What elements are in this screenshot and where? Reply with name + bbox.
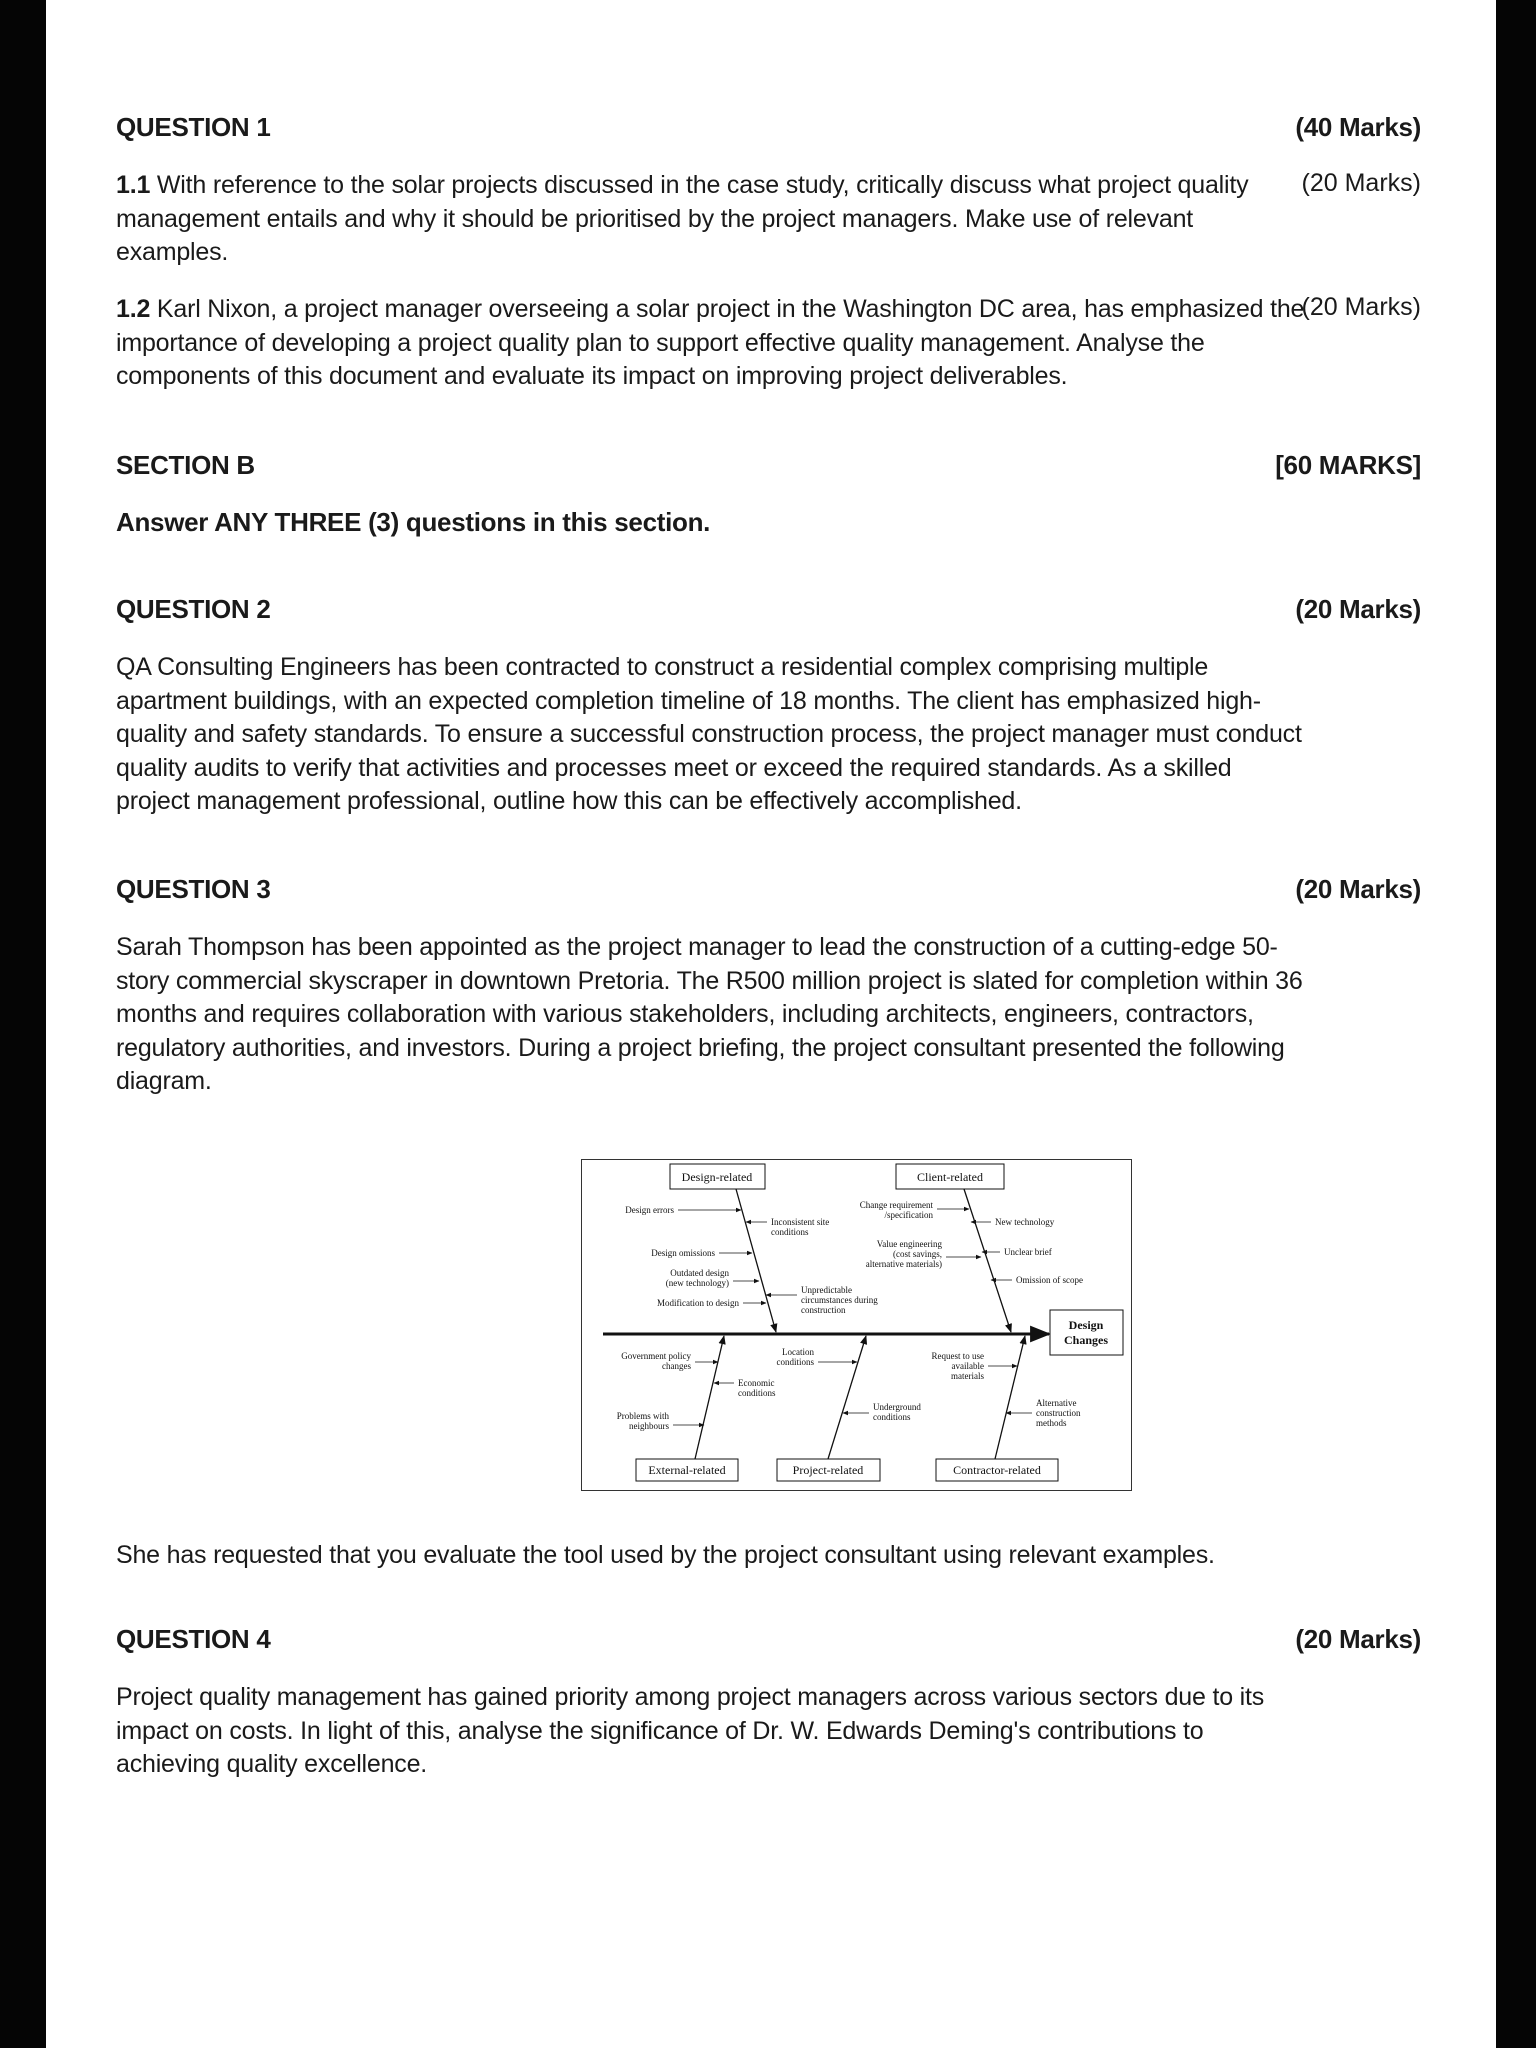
category-project-related: Project-related [792,1463,864,1477]
cause-government-policy-1: Government policy [621,1351,691,1361]
effect-label-line-1: Design [1068,1318,1104,1332]
question-1-1-text [116,169,1311,270]
question-1-2-body: Karl Nixon, a project manager overseeing a solar project in the Washington DC area, has emphasized the importance of developing a project quality plan to support effective quality management. Analyse the components of this document and evaluate its impact on improving project deliverables. [116,295,1305,390]
cause-problems-neighbours-2: neighbours [629,1421,669,1431]
question-1-title: QUESTION 1 [116,112,271,142]
cause-value-engineering-1: Value engineering [876,1239,942,1249]
fishbone-diagram [581,1159,1132,1491]
cause-omission-of-scope: Omission of scope [1016,1275,1083,1285]
cause-alternative-methods-3: methods [1036,1418,1067,1428]
cause-inconsistent-site-2: conditions [771,1227,809,1237]
cause-location-1: Location [782,1347,814,1357]
question-4-text: Project quality management has gained priority among project managers across various sectors due to its impact on costs. In light of this, analyse the significance of Dr. W. Edwards Deming's contributions to achieving quality excellence. [116,1683,1265,1778]
cause-inconsistent-site-1: Inconsistent site [771,1217,830,1227]
question-4-marks: (20 Marks) [1295,1624,1421,1654]
section-b-instruction-text: Answer ANY THREE (3) questions in this section. [116,507,711,537]
question-1-marks: (40 Marks) [1295,112,1421,142]
question-2-marks: (20 Marks) [1295,594,1421,624]
section-b-title: SECTION B [116,450,255,480]
question-3-header [116,874,1421,905]
question-2-header [116,594,1421,625]
section-b-marks: [60 MARKS] [1275,450,1421,480]
cause-change-requirement-1: Change requirement [859,1200,933,1210]
cause-economic-2: conditions [738,1388,776,1398]
cause-design-errors: Design errors [625,1205,674,1215]
cause-problems-neighbours-1: Problems with [616,1411,669,1421]
document-page [46,0,1496,2048]
question-1-1-marks: (20 Marks) [1301,169,1421,197]
question-1-1 [116,169,1421,270]
cause-request-materials-2: available [951,1361,984,1371]
question-3-title: QUESTION 3 [116,874,271,904]
cause-modification-to-design: Modification to design [657,1298,739,1308]
question-1-1-body: With reference to the solar projects discussed in the case study, critically discuss what project quality management entails and why it should be prioritised by the project managers. Make use of relevant examples. [116,171,1249,266]
cause-unclear-brief: Unclear brief [1004,1247,1052,1257]
question-2-title: QUESTION 2 [116,594,271,624]
category-external-related: External-related [648,1463,726,1477]
question-3-after [116,1539,1421,1573]
question-4-header [116,1624,1421,1655]
cause-alternative-methods-1: Alternative [1036,1398,1077,1408]
cause-request-materials-3: materials [951,1371,984,1381]
cause-value-engineering-3: alternative materials) [865,1259,942,1269]
cause-unpredictable-1: Unpredictable [801,1285,852,1295]
question-1-1-number: 1.1 [116,171,151,199]
question-1-header [116,112,1421,143]
question-3-marks: (20 Marks) [1295,874,1421,904]
effect-label-line-2: Changes [1063,1333,1109,1347]
cause-outdated-design-1: Outdated design [670,1268,729,1278]
category-design-related: Design-related [681,1170,753,1184]
cause-design-omissions: Design omissions [651,1248,715,1258]
question-4-body [116,1681,1421,1782]
question-2-text: QA Consulting Engineers has been contracted to construct a residential complex comprising multiple apartment buildings, with an expected completion timeline of 18 months. The client has emphasized high-quality and safety standards. To ensure a successful construction process, the project manager must conduct quality audits to verify that activities and processes meet or exceed the required standards. As a skilled project management professional, outline how this can be effectively accomplished. [116,653,1302,815]
category-contractor-related: Contractor-related [953,1463,1041,1477]
cause-underground-2: conditions [873,1412,911,1422]
section-b-header [116,450,1421,481]
cause-unpredictable-2: circumstances during [801,1295,878,1305]
question-1-2-text [116,293,1311,394]
question-3-body [116,931,1421,1099]
question-1-2 [116,293,1421,394]
cause-alternative-methods-2: construction [1036,1408,1081,1418]
cause-government-policy-2: changes [662,1361,691,1371]
cause-economic-1: Economic [738,1378,775,1388]
left-border [0,0,46,2048]
cause-outdated-design-2: (new technology) [665,1278,729,1288]
cause-value-engineering-2: (cost savings, [893,1249,942,1259]
cause-unpredictable-3: construction [801,1305,846,1315]
cause-location-2: conditions [776,1357,814,1367]
question-4-title: QUESTION 4 [116,1624,271,1654]
cause-request-materials-1: Request to use [931,1351,984,1361]
section-b-instruction [116,507,1421,538]
question-1-2-marks: (20 Marks) [1301,293,1421,321]
right-border [1496,0,1536,2048]
category-client-related: Client-related [917,1170,983,1184]
cause-change-requirement-2: /specification [884,1210,933,1220]
cause-new-technology: New technology [995,1217,1055,1227]
question-1-2-number: 1.2 [116,295,151,323]
question-3-text: Sarah Thompson has been appointed as the project manager to lead the construction of a cutting-edge 50-story commercial skyscraper in downtown Pretoria. The R500 million project is slated for completion within 36 months and requires collaboration with various stakeholders, including architects, engineers, contractors, regulatory authorities, and investors. During a project briefing, the project consultant presented the following diagram. [116,933,1303,1095]
question-3-after-text: She has requested that you evaluate the tool used by the project consultant using relevant examples. [116,1541,1215,1569]
question-2-body [116,651,1421,819]
cause-underground-1: Underground [873,1402,921,1412]
